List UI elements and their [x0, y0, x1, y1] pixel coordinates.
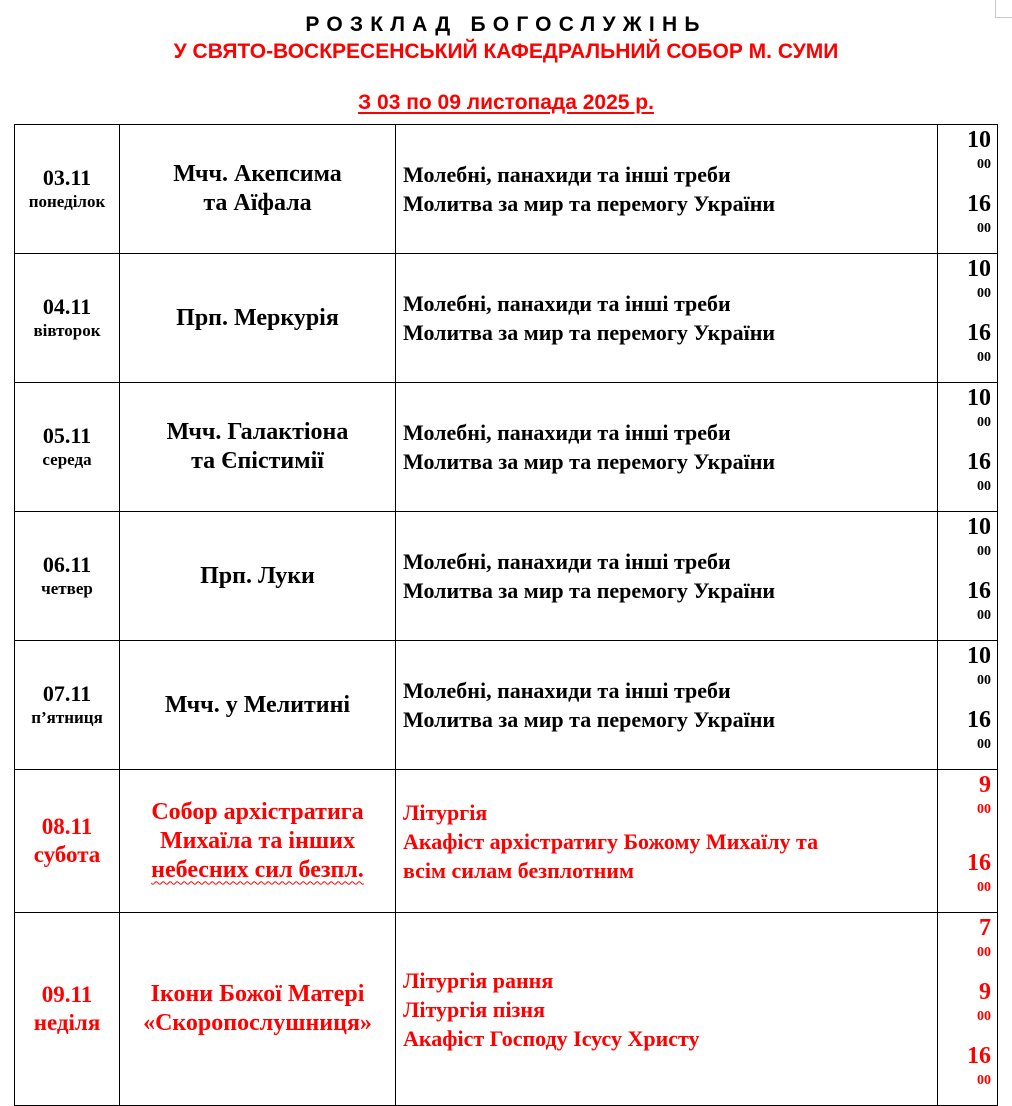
feast-line: та Аїфала: [203, 190, 312, 216]
service-line: всім силам безплотним: [403, 857, 634, 883]
table-row: [15, 512, 998, 641]
date-number: 07.11: [42, 681, 92, 706]
service-line: Молитва за мир та перемогу України: [403, 449, 776, 474]
document-title: РОЗКЛАД БОГОСЛУЖІНЬ: [305, 13, 707, 36]
schedule-table: [14, 124, 998, 1106]
service-line: Молебні, панахиди та інші треби: [403, 549, 731, 574]
service-line: Молитва за мир та перемогу України: [403, 320, 776, 345]
times-cell: [938, 254, 998, 383]
date-number: 05.11: [42, 423, 92, 448]
feast-cell: [120, 641, 396, 770]
feast-line: Михаїла та інших: [160, 827, 355, 854]
service-time: 16 $^{00}$: [967, 320, 991, 365]
feast-line: Собор архістратига: [151, 798, 364, 825]
date-number: 04.11: [42, 294, 92, 319]
times-cell: [938, 383, 998, 512]
feast-line: Мчч. Акепсима: [173, 161, 342, 187]
service-line: Літургія: [403, 799, 488, 825]
feast-line: Ікони Божої Матері: [150, 981, 365, 1007]
service-line: Молитва за мир та перемогу України: [403, 578, 776, 603]
document-subtitle: У СВЯТО-ВОСКРЕСЕНСЬКИЙ КАФЕДРАЛЬНИЙ СОБОР М. СУМИ: [173, 40, 839, 63]
service-time: 16 $^{00}$: [967, 449, 991, 494]
table-row: [15, 641, 998, 770]
services-cell: [396, 641, 938, 770]
service-line: Акафіст Господу Ісусу Христу: [403, 1025, 700, 1051]
date-number: 03.11: [42, 165, 92, 190]
feast-cell: [120, 254, 396, 383]
feast-cell: [120, 383, 396, 512]
services-cell: [396, 383, 938, 512]
feast-line: Прп. Меркурія: [176, 304, 339, 331]
services-cell: [396, 770, 938, 913]
service-line: Молебні, панахиди та інші треби: [403, 420, 731, 445]
feast-line: «Скоропослушниця»: [143, 1010, 372, 1036]
weekday-label: вівторок: [33, 321, 101, 340]
table-row: [15, 125, 998, 254]
service-time: 16 $^{00}$: [967, 707, 991, 752]
service-time: 10 $^{00}$: [967, 385, 991, 430]
service-time: 10 $^{00}$: [967, 127, 991, 172]
service-time: 16 $^{00}$: [967, 1043, 991, 1088]
schedule-period-text: З 03 по 09 листопада 2025 р.: [358, 91, 654, 114]
service-line: Молитва за мир та перемогу України: [403, 191, 776, 216]
service-line: Молебні, панахиди та інші треби: [403, 162, 731, 187]
table-row: [15, 383, 998, 512]
service-line: Літургія пізня: [403, 996, 545, 1022]
times-cell: [938, 641, 998, 770]
feast-line: Прп. Луки: [200, 562, 315, 589]
weekday-label: п’ятниця: [31, 708, 103, 727]
table-row: [15, 913, 998, 1106]
service-line: Літургія рання: [403, 967, 554, 993]
date-cell: [15, 913, 120, 1106]
service-time: 9 $^{00}$: [977, 772, 991, 817]
feast-cell: [120, 512, 396, 641]
spellcheck-underline: небесних сил безпл.: [151, 856, 364, 883]
weekday-label: понеділок: [28, 192, 106, 211]
date-number: 09.11: [41, 982, 93, 1007]
date-cell: [15, 254, 120, 383]
date-number: 08.11: [41, 814, 93, 839]
weekday-label: четвер: [41, 579, 93, 598]
feast-cell: [120, 913, 396, 1106]
table-row: [15, 254, 998, 383]
service-line: Акафіст архістратигу Божому Михаїлу та: [403, 828, 819, 854]
times-cell: [938, 512, 998, 641]
service-time: 10 $^{00}$: [967, 514, 991, 559]
times-cell: [938, 913, 998, 1106]
date-cell: [15, 770, 120, 913]
weekday-label: субота: [33, 842, 101, 867]
services-cell: [396, 254, 938, 383]
feast-cell: [120, 125, 396, 254]
weekday-label: середа: [42, 450, 92, 469]
times-cell: [938, 125, 998, 254]
service-time: 10 $^{00}$: [967, 643, 991, 688]
services-cell: [396, 512, 938, 641]
date-cell: [15, 125, 120, 254]
table-row: [15, 770, 998, 913]
service-time: 16 $^{00}$: [967, 850, 991, 895]
service-line: Молитва за мир та перемогу України: [403, 707, 776, 732]
service-line: Молебні, панахиди та інші треби: [403, 291, 731, 316]
date-number: 06.11: [42, 552, 92, 577]
date-cell: [15, 641, 120, 770]
date-cell: [15, 512, 120, 641]
date-cell: [15, 383, 120, 512]
feast-line: та Єпістимії: [191, 448, 324, 474]
weekday-label: неділя: [33, 1010, 101, 1035]
services-cell: [396, 125, 938, 254]
service-time: 16 $^{00}$: [967, 191, 991, 236]
services-cell: [396, 913, 938, 1106]
feast-line: [120, 856, 395, 885]
service-time: 10 $^{00}$: [967, 256, 991, 301]
service-time: 9 $^{00}$: [977, 979, 991, 1024]
service-time: 16 $^{00}$: [967, 578, 991, 623]
feast-line: Мчч. Галактіона: [166, 419, 349, 445]
times-cell: [938, 770, 998, 913]
service-line: Молебні, панахиди та інші треби: [403, 678, 731, 703]
schedule-period: [0, 90, 1012, 116]
feast-cell: [120, 770, 396, 913]
feast-line: Мчч. у Мелитині: [164, 691, 351, 718]
service-time: 7 $^{00}$: [977, 915, 991, 960]
